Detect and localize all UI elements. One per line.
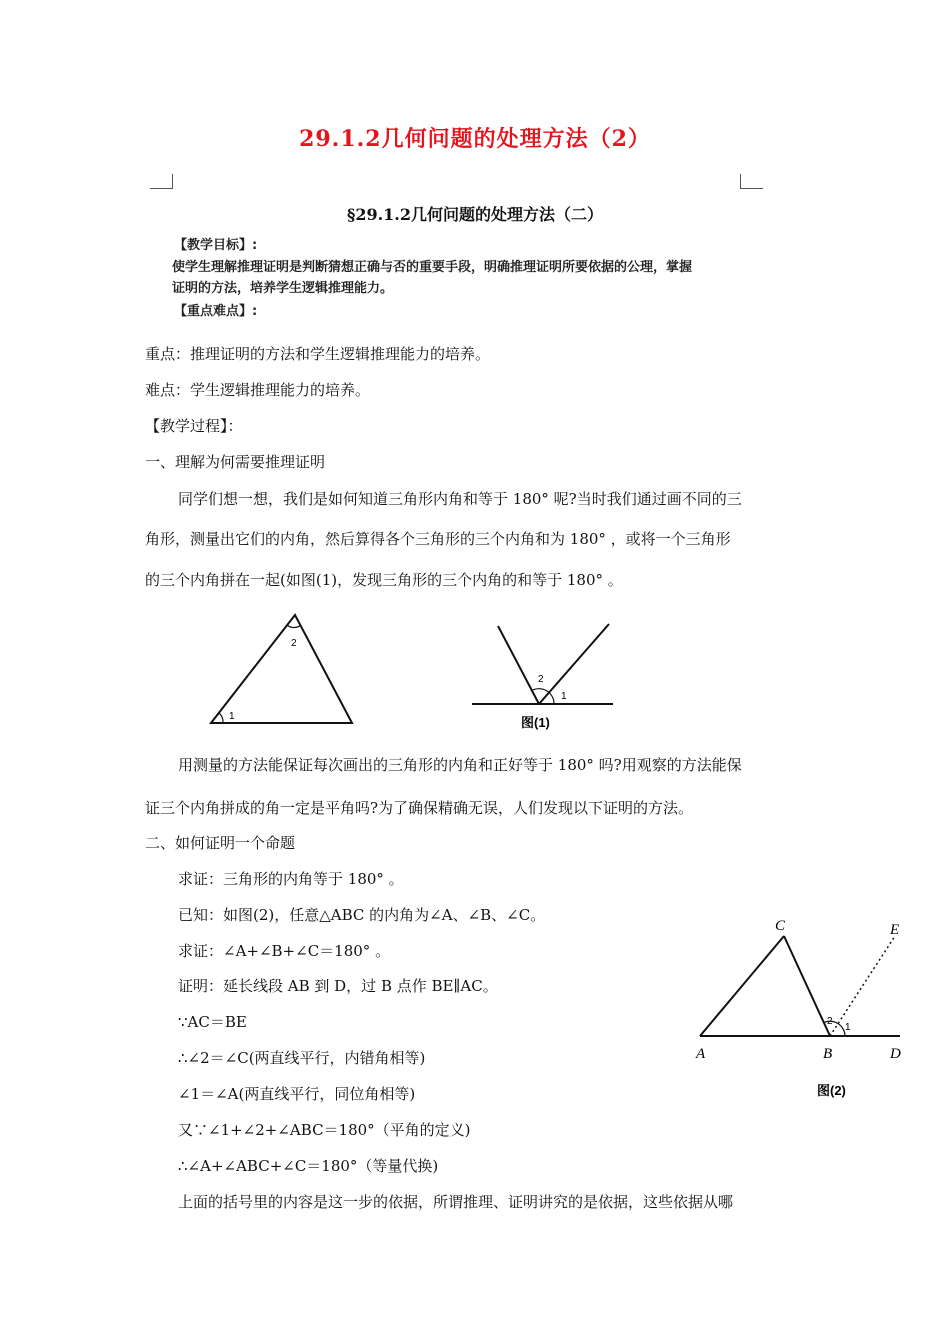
para1-line1: 同学们想一想，我们是如何知道三角形内角和等于 180° 呢?当时我们通过画不同的三 (178, 490, 742, 508)
proof-line-8: 又∵∠1+∠2+∠ABC＝180°（平角的定义) (178, 1121, 471, 1139)
fig2-angle-2-label: 2 (827, 1016, 833, 1027)
proof-line-4: 证明：延长线段 AB 到 D，过 B 点作 BE∥AC。 (178, 977, 498, 995)
keypoints-heading: 【重点难点】: (174, 304, 258, 319)
goals-line-1: 使学生理解推理证明是判断猜想正确与否的重要手段，明确推理证明所要依据的公理，掌握 (172, 260, 693, 275)
fig1-angle-1-label: 1 (229, 711, 235, 722)
fig2-vertex-A: A (696, 1046, 706, 1062)
proof-line-1: 求证：三角形的内角等于 180° 。 (178, 870, 404, 888)
closing-line: 上面的括号里的内容是这一步的依据，所谓推理、证明讲究的是依据，这些依据从哪 (178, 1193, 734, 1211)
section-title: §29.1.2几何问题的处理方法（二） (346, 205, 604, 224)
proof-line-5: ∵AC＝BE (178, 1013, 247, 1031)
page-corner-mark-left (150, 174, 173, 189)
para1-line2: 角形，测量出它们的内角，然后算得各个三角形的三个内角和为 180° ，或将一个三角形 (145, 530, 731, 548)
figure-1-triangle (200, 605, 365, 730)
para2-line1: 用测量的方法能保证每次画出的三角形的内角和正好等于 180° 吗?用观察的方法能保 (178, 756, 742, 774)
fig1b-angle-1-label: 1 (561, 691, 567, 702)
page-corner-mark-right (740, 174, 763, 189)
figure-2-triangle-proof (690, 912, 910, 1102)
section1-heading: 一、理解为何需要推理证明 (145, 453, 326, 471)
goals-heading: 【教学目标】: (174, 238, 258, 253)
section2-heading: 二、如何证明一个命题 (145, 834, 296, 852)
proof-line-9: ∴∠A+∠ABC+∠C＝180°（等量代换) (178, 1157, 439, 1175)
para1-line3: 的三个内角拼在一起(如图(1)，发现三角形的三个内角的和等于 180° 。 (145, 571, 623, 589)
goals-line-2: 证明的方法，培养学生逻辑推理能力。 (172, 281, 394, 296)
fig2-vertex-C: C (775, 918, 786, 934)
figure-2-caption: 图(2) (817, 1083, 846, 1098)
proof-line-7: ∠1＝∠A(两直线平行，同位角相等) (178, 1085, 416, 1103)
para2-line2: 证三个内角拼成的角一定是平角吗?为了确保精确无误，人们发现以下证明的方法。 (145, 799, 694, 817)
fig2-vertex-D: D (890, 1046, 901, 1062)
document-title: 29.1.2几何问题的处理方法（2） (299, 126, 651, 152)
fig2-vertex-B: B (823, 1046, 833, 1062)
proof-line-2: 已知：如图(2)，任意△ABC 的内角为∠A、∠B、∠C。 (178, 906, 546, 924)
figure-1-caption: 图(1) (521, 715, 550, 730)
difficulty-point: 难点：学生逻辑推理能力的培养。 (145, 381, 371, 399)
fig2-angle-1-label: 1 (845, 1022, 851, 1033)
proof-line-6: ∴∠2＝∠C(两直线平行，内错角相等) (178, 1049, 426, 1067)
key-point: 重点：推理证明的方法和学生逻辑推理能力的培养。 (145, 345, 491, 363)
process-heading: 【教学过程】： (145, 417, 243, 435)
fig1b-angle-2-label: 2 (538, 674, 544, 685)
figure-1-angles-on-line (465, 618, 625, 733)
proof-line-3: 求证：∠A+∠B+∠C＝180° 。 (178, 942, 391, 960)
fig2-vertex-E: E (890, 922, 900, 938)
fig1-angle-2-label: 2 (291, 638, 297, 649)
